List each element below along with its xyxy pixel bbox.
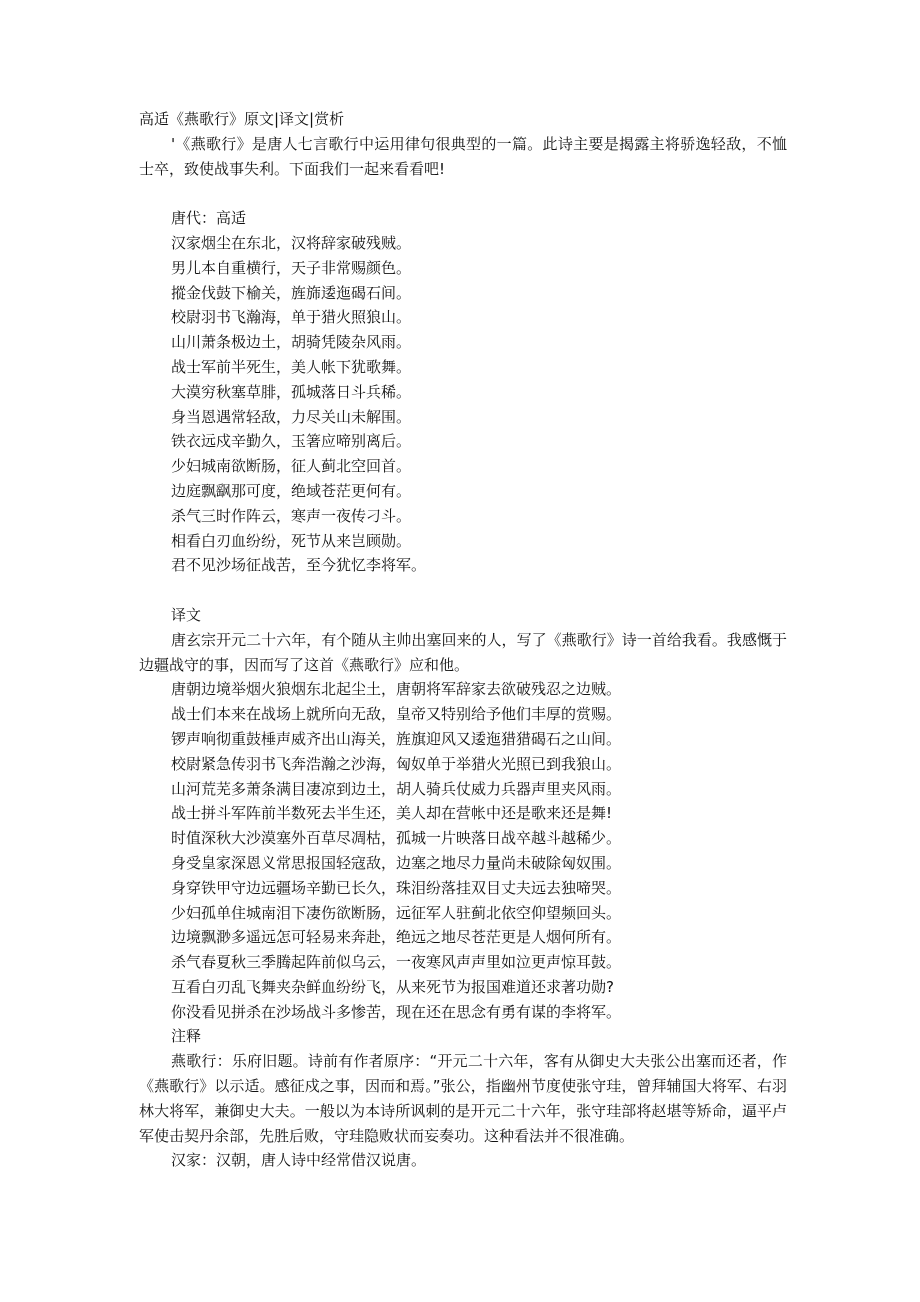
- translation-intro: 唐玄宗开元二十六年，有个随从主帅出塞回来的人，写了《燕歌行》诗一首给我看。我感慨于边疆战守的事，因而写了这首《燕歌行》应和他。: [139, 630, 787, 674]
- notes-heading: 注释: [171, 1027, 202, 1046]
- translation-line: 身穿铁甲守边远疆场辛勤已长久，珠泪纷落挂双目丈夫远去独啼哭。: [171, 878, 622, 897]
- intro-paragraph: '《燕歌行》是唐人七言歌行中运用律句很典型的一篇。此诗主要是揭露主将骄逸轻敌，不恤士卒，致使战事失利。下面我们一起来看看吧!: [139, 134, 787, 178]
- translation-heading: 译文: [171, 605, 202, 624]
- poem-line: 男儿本自重横行，天子非常赐颜色。: [171, 258, 412, 277]
- poem-line: 山川萧条极边土，胡骑凭陵杂风雨。: [171, 333, 412, 352]
- translation-line: 锣声响彻重鼓棰声威齐出山海关，旌旗迎风又逶迤猎猎碣石之山间。: [171, 729, 622, 748]
- translation-line: 唐朝边境举烟火狼烟东北起尘土，唐朝将军辞家去欲破残忍之边贼。: [171, 680, 622, 699]
- author-line: 唐代：高适: [171, 209, 247, 228]
- document-title: 高适《燕歌行》原文|译文|赏析: [139, 110, 345, 128]
- translation-line: 互看白刃乱飞舞夹杂鲜血纷纷飞，从来死节为报国难道还求著功勋?: [171, 977, 614, 996]
- translation-line: 杀气春夏秋三季腾起阵前似乌云，一夜寒风声声里如泣更声惊耳鼓。: [171, 953, 622, 972]
- translation-line: 校尉紧急传羽书飞奔浩瀚之沙海，匈奴单于举猎火光照已到我狼山。: [171, 754, 622, 773]
- blank-line: [139, 181, 787, 206]
- translation-line: 身受皇家深恩义常思报国轻寇敌，边塞之地尽力量尚未破除匈奴围。: [171, 853, 622, 872]
- translation-line: 战士拼斗军阵前半数死去半生还，美人却在营帐中还是歌来还是舞!: [171, 804, 613, 823]
- translation: [139, 677, 787, 1024]
- poem-line: 君不见沙场征战苦，至今犹忆李将军。: [171, 556, 427, 575]
- translation-line: 时值深秋大沙漠塞外百草尽凋枯，孤城一片映落日战卒越斗越稀少。: [171, 829, 622, 848]
- poem-line: 少妇城南欲断肠，征人蓟北空回首。: [171, 457, 412, 476]
- translation-line: 边境飘渺多遥远怎可轻易来奔赴，绝远之地尽苍茫更是人烟何所有。: [171, 928, 622, 947]
- translation-line: 少妇孤单住城南泪下凄伤欲断肠，远征军人驻蓟北依空仰望频回头。: [171, 903, 622, 922]
- translation-line: 山河荒芜多萧条满目凄凉到边土，胡人骑兵仗威力兵器声里夹风雨。: [171, 779, 622, 798]
- translation-line: 你没看见拼杀在沙场战斗多惨苦，现在还在思念有勇有谋的李将军。: [171, 1002, 622, 1021]
- note-paragraph: 燕歌行：乐府旧题。诗前有作者原序：“开元二十六年，客有从御史大夫张公出塞而还者，作《燕歌行》以示适。感征戍之事，因而和焉。”张公，指幽州节度使张守珪，曾拜辅国大将军、右羽林大将军，兼御史大夫。一般以为本诗所讽刺的是开元二十六年，张守珪部将赵堪等矫命，逼平卢军使击契丹余部，先胜后败，守珪隐败状而妄奏功。这种看法并不很准确。: [139, 1052, 787, 1145]
- poem: [139, 231, 787, 578]
- poem-line: 铁衣远戍辛勤久，玉箸应啼别离后。: [171, 432, 412, 451]
- poem-line: 边庭飘飖那可度，绝域苍茫更何有。: [171, 481, 412, 500]
- poem-line: 身当恩遇常轻敌，力尽关山未解围。: [171, 407, 412, 426]
- translation-line: 战士们本来在战场上就所向无敌，皇帝又特别给予他们丰厚的赏赐。: [171, 705, 622, 724]
- poem-line: 相看白刃血纷纷，死节从来岂顾勋。: [171, 531, 412, 550]
- document-body: [139, 107, 787, 1173]
- poem-line: 杀气三时作阵云，寒声一夜传刁斗。: [171, 506, 412, 525]
- poem-line: 校尉羽书飞瀚海，单于猎火照狼山。: [171, 308, 412, 327]
- poem-line: 汉家烟尘在东北，汉将辞家破残贼。: [171, 233, 412, 252]
- note-paragraph: 汉家：汉朝，唐人诗中经常借汉说唐。: [171, 1151, 427, 1170]
- blank-line: [139, 578, 787, 603]
- poem-line: 摐金伐鼓下榆关，旌旆逶迤碣石间。: [171, 283, 412, 302]
- poem-line: 大漠穷秋塞草腓，孤城落日斗兵稀。: [171, 382, 412, 401]
- poem-line: 战士军前半死生，美人帐下犹歌舞。: [171, 357, 412, 376]
